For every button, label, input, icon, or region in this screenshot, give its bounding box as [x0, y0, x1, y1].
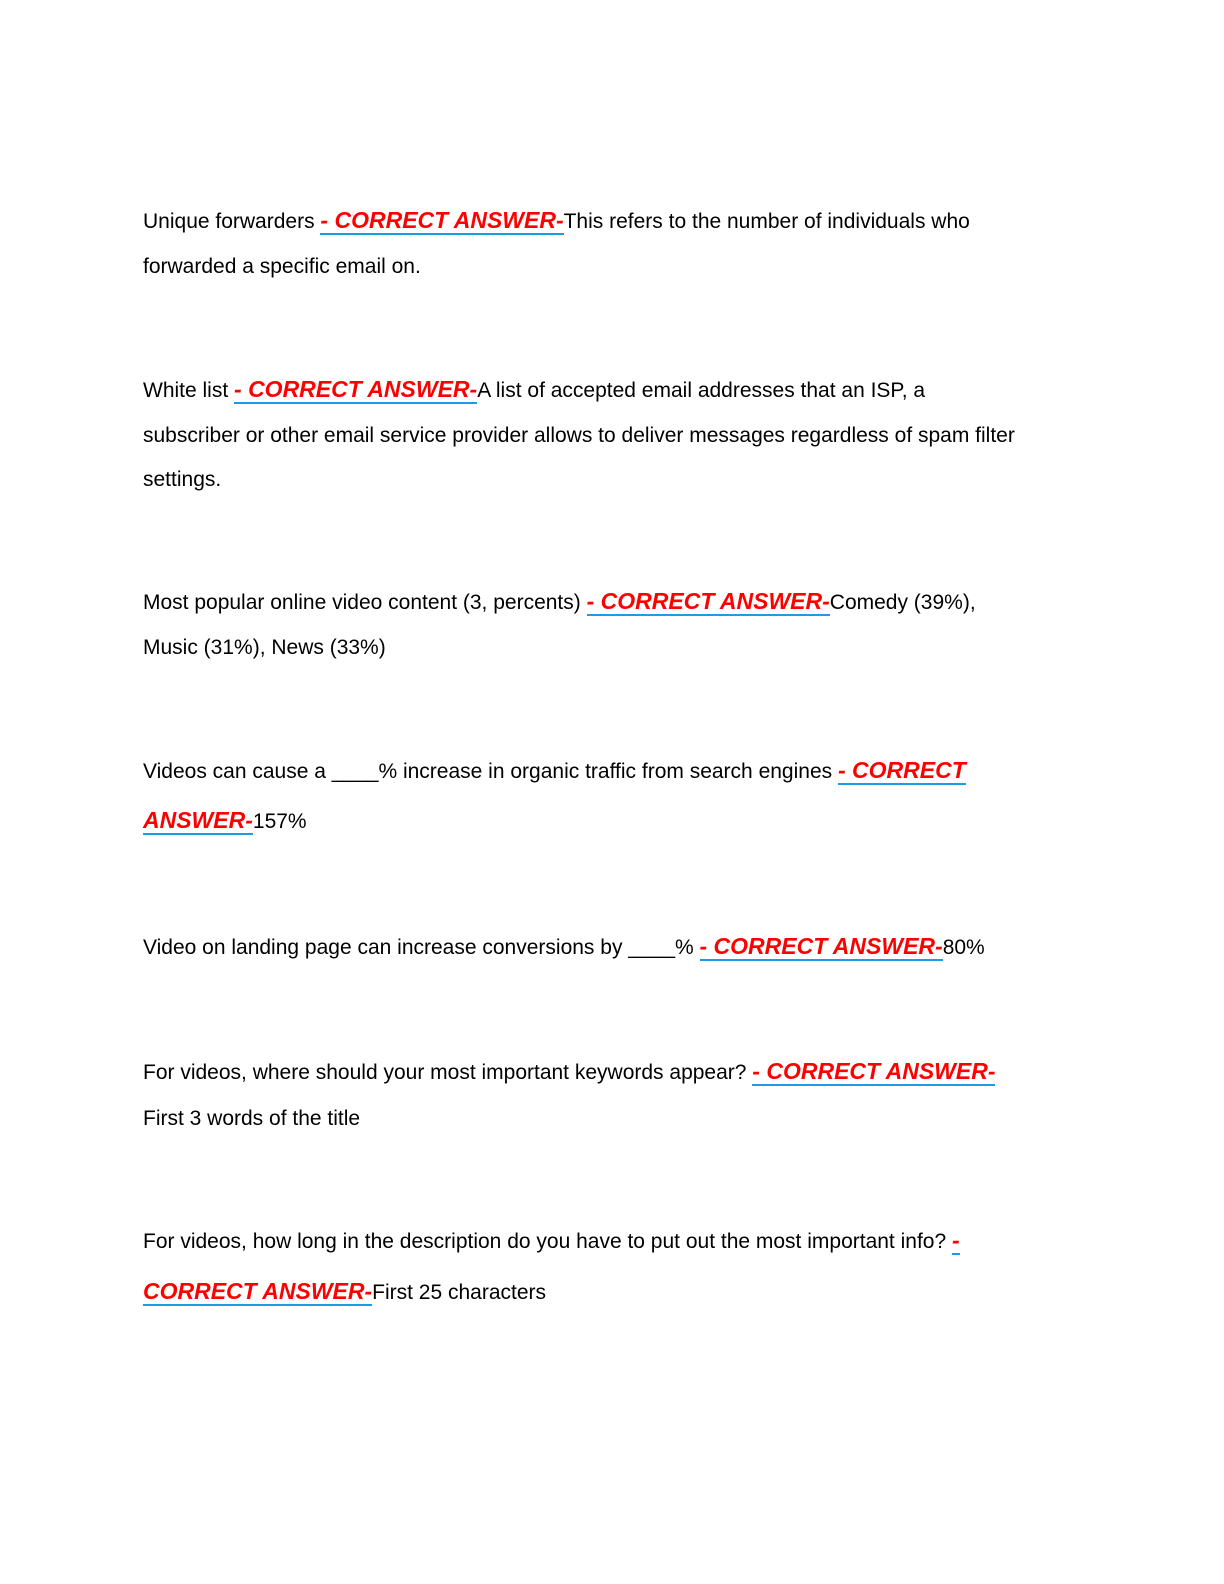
qa-line — [143, 1226, 960, 1256]
answer-text: A list of accepted email addresses that an ISP, a — [477, 379, 926, 402]
qa-line — [143, 806, 307, 836]
correct-answer-label: - CORRECT ANSWER- — [752, 1058, 996, 1084]
qa-line — [143, 1277, 546, 1307]
question-text: White list — [143, 379, 235, 402]
question-text: For videos, how long in the description do you have to put out the most important info? — [143, 1230, 952, 1253]
correct-answer-label: - CORRECT ANSWER- — [234, 376, 478, 402]
answer-text: 157% — [252, 810, 307, 833]
answer-continuation: subscriber or other email service provider allows to deliver messages regardless of spam filter — [143, 424, 1015, 447]
correct-answer-label: - CORRECT ANSWER- — [699, 933, 943, 959]
answer-text: 80% — [942, 936, 985, 959]
answer-continuation: First 3 words of the title — [143, 1107, 361, 1130]
qa-line — [143, 756, 966, 786]
correct-answer-label: ANSWER- — [143, 807, 253, 833]
answer-continuation: forwarded a specific email on. — [143, 255, 421, 278]
answer-text: Comedy (39%), — [829, 591, 976, 614]
question-text: For videos, where should your most important keywords appear? — [143, 1061, 753, 1084]
correct-answer-label: - CORRECT — [837, 757, 966, 783]
answer-text: First 25 characters — [372, 1281, 547, 1304]
correct-answer-dash: - — [951, 1227, 960, 1253]
qa-line — [143, 1057, 995, 1087]
answer-continuation: settings. — [143, 468, 222, 491]
question-text: Video on landing page can increase conversions by ____% — [143, 936, 700, 959]
correct-answer-label: - CORRECT ANSWER- — [586, 588, 830, 614]
correct-answer-label: CORRECT ANSWER- — [143, 1278, 373, 1304]
question-text: Unique forwarders — [143, 210, 321, 233]
qa-line — [143, 932, 985, 962]
qa-line — [143, 375, 925, 405]
qa-line — [143, 587, 976, 617]
qa-line — [143, 206, 970, 236]
correct-answer-label: - CORRECT ANSWER- — [320, 207, 564, 233]
question-text: Videos can cause a ____% increase in organic traffic from search engines — [143, 760, 838, 783]
answer-text: This refers to the number of individuals who — [563, 210, 970, 233]
question-text: Most popular online video content (3, percents) — [143, 591, 587, 614]
answer-continuation: Music (31%), News (33%) — [143, 636, 386, 659]
